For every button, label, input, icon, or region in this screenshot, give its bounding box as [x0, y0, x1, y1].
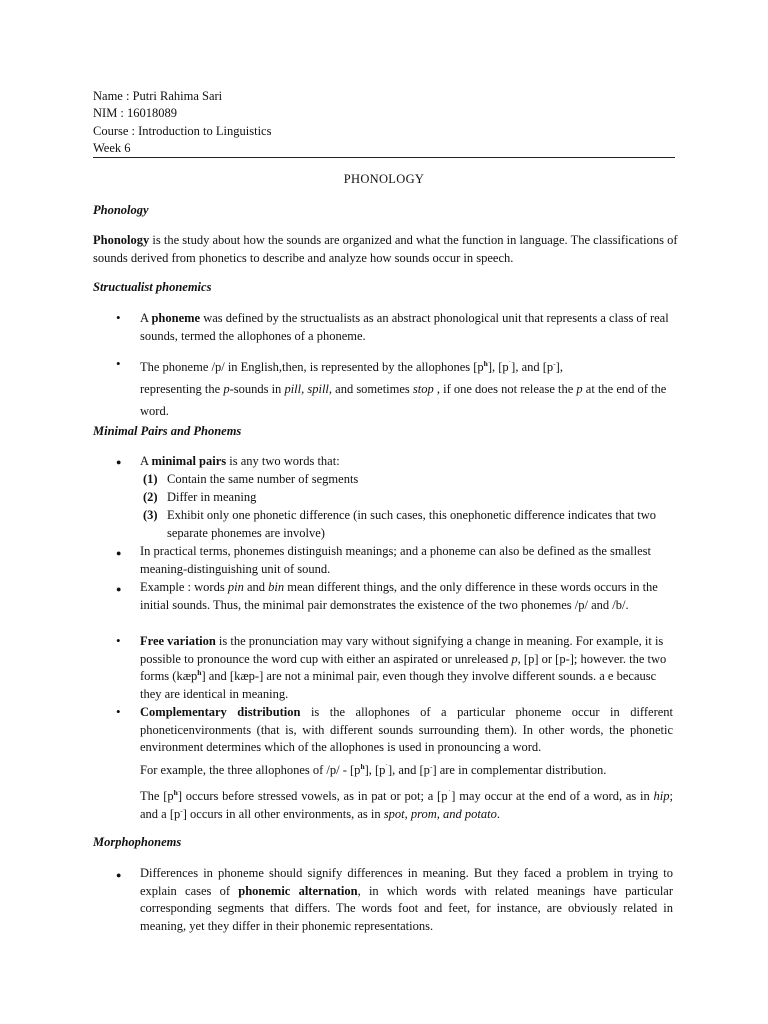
morpho-t2: , in which words with related meanings have particular corresponding segments that differs. The words foot and feet, for instance, are obviously related in meaning, yet they differ in their phonemic representations.: [140, 883, 673, 933]
section-heading-phonology: Phonology: [93, 203, 149, 217]
week-label: Week 6: [93, 141, 131, 155]
ex1-d: ] are in complementar distribution.: [432, 763, 607, 777]
ex1-c: ], and [p: [387, 763, 430, 777]
example-text-1: Example : words: [140, 580, 228, 594]
word-hip: hip: [653, 789, 670, 803]
section-heading-structuralist: Structualist phonemics: [93, 280, 212, 294]
term-phoneme: phoneme: [151, 311, 201, 325]
term-phonology: Phonology: [93, 233, 150, 247]
term-complementary-distribution: Complementary distribution: [140, 705, 301, 719]
bullet: ●: [116, 584, 122, 594]
section-heading-morphophonems: Morphophonems: [93, 835, 182, 849]
header-divider: [93, 157, 675, 158]
example-words: spot, prom, and potato: [383, 806, 497, 821]
allophone-text-1: The phoneme /p/ in English,then, is represented by the allophones [p: [140, 360, 484, 374]
list-item-text: Differ in meaning: [167, 490, 257, 504]
bullet: ●: [116, 457, 122, 467]
phoneme-pre: A: [140, 311, 152, 325]
list-item-text: Exhibit only one phonetic difference (in such cases, this onephonetic difference indicates that two separate phonemes are involve): [167, 508, 656, 540]
example-words: pill, spill: [284, 382, 329, 396]
phonology-definition: [93, 232, 678, 267]
minimal-text: is any two words that:: [226, 454, 340, 468]
minimal-pairs-definition: [140, 453, 673, 471]
phoneme-definition: [140, 310, 673, 345]
list-item-text: Contain the same number of segments: [167, 472, 359, 486]
bullet: •: [116, 310, 121, 325]
allophone-text-5: representing the: [140, 382, 224, 396]
example-text-3: mean different things, and the only difference in these words occurs in the initial sounds. Thus, the minimal pair demonstrates the existence of the two phonemes /p/ and /b/.: [140, 580, 658, 612]
ex2-e: ] occurs in all other environments, as in: [182, 806, 384, 821]
release-mark: -: [429, 762, 433, 771]
bullet: ●: [116, 548, 122, 558]
bullet: •: [116, 356, 121, 371]
dot-mark: ˙: [385, 762, 388, 771]
allophone-text-4: ],: [555, 360, 563, 374]
practical-terms-text: In practical terms, phonemes distinguish meanings; and a phoneme can also be defined as the smallest meaning-distinguishing unit of sound.: [140, 544, 651, 576]
ex2-a: The [p: [140, 789, 174, 803]
list-number: (2): [143, 490, 158, 504]
phoneme-text: was defined by the structualists as an abstract phonological unit that represents a class of real sounds, termed the allophones of a phoneme.: [140, 311, 669, 343]
stop-word: stop: [412, 382, 434, 396]
p-italic: p: [511, 651, 518, 666]
bullet: •: [116, 633, 121, 648]
aspiration-mark: h: [173, 788, 178, 797]
ex2-b: ] occurs before stressed vowels, as in pat or pot; a [p: [177, 789, 448, 803]
complementary-distribution-text: [140, 704, 673, 757]
allophone-text-3: ], and [p: [511, 360, 554, 374]
allophone-text-2: ], [p: [487, 360, 509, 374]
allophone-example: [140, 356, 673, 422]
list-number: (3): [143, 508, 158, 522]
allophone-text-9: at the end of the word.: [140, 382, 667, 418]
ex2-c: ] may occur at the end of a word, as in: [451, 789, 654, 803]
section-heading-minimal-pairs: Minimal Pairs and Phonems: [93, 424, 242, 438]
free-variation-t3: ] and [kæp-] are not a minimal pair, even though they involve different sounds. a e becausc they are identical in meaning.: [140, 669, 657, 701]
student-nim: NIM : 16018089: [93, 106, 178, 120]
morpho-t1: Differences in phoneme should signify differences in meaning. But they faced a problem in trying to explain cases of: [140, 866, 673, 898]
list-number: (1): [143, 472, 158, 486]
allophone-text-6: -sounds in: [229, 382, 285, 396]
term-minimal-pairs: minimal pairs: [151, 454, 227, 468]
aspiration-mark: h: [483, 359, 488, 368]
example-pin-bin: [140, 579, 673, 614]
word-pin: pin: [227, 580, 244, 594]
free-variation-t2: , [p] or [p-]; however. the two forms (kæp: [140, 651, 667, 683]
ex1-b: ], [p: [364, 763, 386, 777]
ex2-d: ; and a [p: [140, 789, 674, 821]
ex2-g: .: [496, 806, 500, 821]
release-mark: -: [553, 359, 556, 368]
bullet: ●: [116, 870, 122, 880]
phonemic-alternation-text: [140, 865, 673, 935]
allophone-text-7: , and sometimes: [328, 382, 413, 396]
free-variation-text: [140, 633, 673, 703]
p-italic: p: [576, 382, 583, 396]
term-phonemic-alternation: phonemic alternation: [238, 883, 358, 898]
complementary-example-1: [140, 762, 673, 780]
aspiration-mark: h: [197, 668, 202, 677]
ex1-a: For example, the three allophones of /p/ - [p: [140, 763, 361, 777]
word-bin: bin: [268, 580, 285, 594]
phonology-text: is the study about how the sounds are organized and what the function in language. The classifications of sounds derived from phonetics to describe and analyze how sounds occur in speech.: [93, 233, 678, 265]
complementary-t1: is the allophones of a particular phoneme occur in different phoneticenvironments (that is, with different sounds surrounding them). In other words, the phonetic environment determines which of the allophones is used in pronouncing a word.: [140, 705, 674, 754]
p-italic: p: [223, 382, 230, 396]
release-mark: -: [180, 805, 183, 815]
course-name: Course : Introduction to Linguistics: [93, 124, 272, 138]
minimal-pre: A: [140, 454, 152, 468]
bullet: •: [116, 704, 121, 719]
free-variation-t1: is the pronunciation may vary without signifying a change in meaning. For example, it is possible to pronounce the word cup with either an aspirated or unreleased: [140, 634, 664, 666]
dot-mark: ˙: [447, 788, 452, 797]
allophone-text-8: , if one does not release the: [433, 382, 577, 396]
dot-mark: ˙: [508, 359, 512, 368]
term-free-variation: Free variation: [140, 634, 216, 648]
complementary-example-2: [140, 788, 673, 823]
example-text-2: and: [243, 580, 269, 594]
aspiration-mark: h: [360, 762, 365, 771]
student-name: Name : Putri Rahima Sari: [93, 89, 223, 103]
document-title: PHONOLOGY: [343, 172, 425, 186]
